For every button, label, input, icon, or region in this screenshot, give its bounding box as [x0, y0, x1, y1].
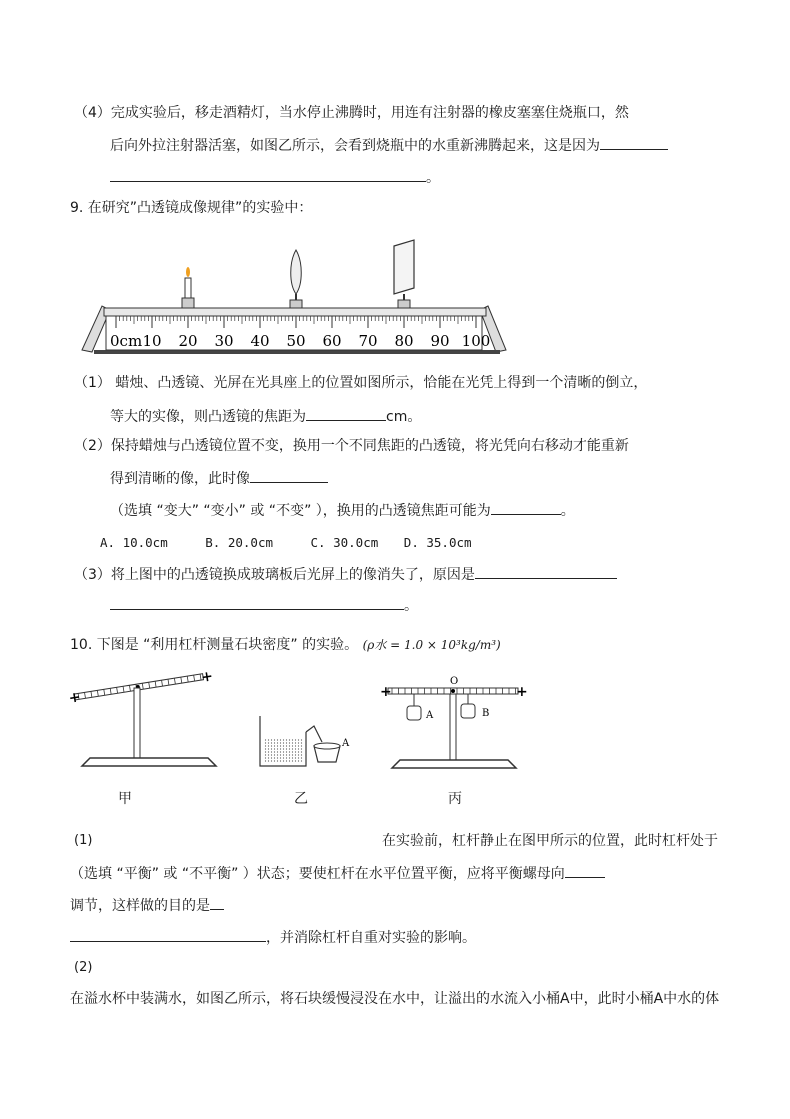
- answer-blank: [70, 927, 266, 942]
- water-dot: [268, 760, 269, 761]
- water-dot: [292, 760, 293, 761]
- water-dot: [286, 742, 287, 743]
- lever-figure-bing: [380, 672, 530, 776]
- q9-title: 9. 在研究”凸透镜成像规律”的实验中：: [70, 200, 313, 216]
- water-dot: [274, 745, 275, 746]
- water-dot: [292, 742, 293, 743]
- water-dot: [271, 760, 272, 761]
- answer-blank: [600, 135, 668, 150]
- water-dot: [295, 745, 296, 746]
- convex-lens: [290, 250, 302, 308]
- optical-bench-figure: [76, 240, 512, 356]
- water-dot: [271, 757, 272, 758]
- water-dot: [265, 757, 266, 758]
- water-dot: [268, 745, 269, 746]
- ruler-label: 0cm: [110, 332, 143, 350]
- answer-blank: [110, 167, 426, 182]
- water-dot: [265, 754, 266, 755]
- answer-blank: [475, 564, 617, 579]
- stand-pole: [450, 694, 456, 760]
- option-a: A. 10.0cm: [100, 535, 168, 550]
- water-dot: [277, 751, 278, 752]
- stand-base: [82, 758, 216, 766]
- water-dot: [298, 760, 299, 761]
- water-dot: [268, 754, 269, 755]
- water-dot: [265, 742, 266, 743]
- water-dot: [283, 742, 284, 743]
- bench-base: [94, 350, 500, 354]
- water-dot: [268, 751, 269, 752]
- q9-part1-line1: （1） 蜡烛、凸透镜、光屏在光具座上的位置如图所示，恰能在光凭上得到一个清晰的倒立，: [74, 375, 648, 391]
- balance-nut-icon: +: [380, 684, 392, 700]
- balance-nut-icon: +: [516, 684, 528, 700]
- q10-title: 10. 下图是 “利用杠杆测量石块密度” 的实验。 (ρ水 = 1.0 × 10³kg/m³): [70, 637, 501, 653]
- bench-rail: [104, 308, 486, 316]
- answer-blank: [110, 595, 404, 610]
- water-dot: [286, 751, 287, 752]
- water-dot: [283, 760, 284, 761]
- ruler-label: 50: [286, 332, 306, 350]
- water-dot: [283, 745, 284, 746]
- water-dot: [280, 748, 281, 749]
- water-dot: [265, 745, 266, 746]
- ruler-label: 60: [322, 332, 342, 350]
- water-dot: [301, 745, 302, 746]
- water-dot: [301, 760, 302, 761]
- q9-part2-line1: （2）保持蜡烛与凸透镜位置不变，换用一个不同焦距的凸透镜，将光凭向右移动才能重新: [74, 438, 629, 454]
- answer-blank: [491, 500, 561, 515]
- water-dot: [295, 751, 296, 752]
- water-dot: [265, 751, 266, 752]
- answer-blank: [210, 895, 224, 910]
- density-note: (ρ水 = 1.0 × 10³kg/m³): [362, 638, 501, 652]
- figure-caption-yi: 乙: [294, 791, 308, 807]
- water-dot: [295, 754, 296, 755]
- water-dot: [283, 739, 284, 740]
- water-dot: [289, 760, 290, 761]
- water-dot: [289, 742, 290, 743]
- water-dot: [277, 739, 278, 740]
- figure-caption-bing: 丙: [448, 791, 462, 807]
- water-dot: [280, 742, 281, 743]
- water-dot: [277, 748, 278, 749]
- q8-part4-line3: 。: [110, 167, 440, 187]
- bucket-b: [461, 704, 475, 718]
- water-dot: [286, 739, 287, 740]
- option-c: C. 30.0cm: [310, 535, 379, 550]
- water-dot: [280, 754, 281, 755]
- water-dot: [280, 760, 281, 761]
- water-dot: [289, 739, 290, 740]
- q9-part3-line1: （3）将上图中的凸透镜换成玻璃板后光屏上的像消失了，原因是: [74, 564, 617, 584]
- candle: [182, 267, 194, 308]
- ruler-label: 20: [178, 332, 198, 350]
- water-dot: [301, 754, 302, 755]
- water-dot: [289, 748, 290, 749]
- water-dot: [286, 745, 287, 746]
- water-dot: [268, 757, 269, 758]
- water-dot: [295, 748, 296, 749]
- water-dot: [280, 757, 281, 758]
- lever-figure-jia: [67, 668, 230, 774]
- water-dot: [301, 742, 302, 743]
- water-dot: [271, 745, 272, 746]
- q10-part1-line3: 调节，这样做的目的是: [70, 895, 224, 915]
- water-dot: [277, 754, 278, 755]
- tilted-lever: [68, 668, 214, 707]
- water-dot: [268, 742, 269, 743]
- q8-part4-line1: （4）完成实验后，移走酒精灯，当水停止沸腾时，用连有注射器的橡皮塞塞住烧瓶口，然: [74, 105, 629, 121]
- ruler-label: 90: [430, 332, 450, 350]
- stand-base: [392, 760, 516, 768]
- label-a: A: [426, 710, 434, 721]
- water-dot: [295, 742, 296, 743]
- spout: [306, 726, 322, 742]
- q10-part1-line4: ，并消除杠杆自重对实验的影响。: [70, 927, 476, 947]
- balance-nut-icon: +: [67, 689, 82, 707]
- water-dot: [268, 748, 269, 749]
- water-dot: [286, 748, 287, 749]
- bucket-label-a: A: [342, 738, 350, 749]
- bucket-a: [407, 706, 421, 720]
- water-dot: [271, 754, 272, 755]
- water-dot: [274, 754, 275, 755]
- q10-part2-line1: 在溢水杯中装满水，如图乙所示，将石块缓慢浸没在水中，让溢出的水流入小桶A中，此时小桶A中水的体: [70, 991, 720, 1007]
- water-dot: [274, 757, 275, 758]
- water-dot: [301, 751, 302, 752]
- balance-nut-icon: +: [199, 668, 215, 686]
- water-dot: [301, 748, 302, 749]
- q9-options: [100, 534, 472, 552]
- q9-part3-line2: 。: [110, 595, 418, 615]
- water-dot: [283, 748, 284, 749]
- answer-blank: [306, 406, 386, 421]
- water-dot: [292, 754, 293, 755]
- water-dot: [280, 739, 281, 740]
- water-dot: [268, 739, 269, 740]
- option-b: B. 20.0cm: [205, 535, 273, 550]
- water-dot: [289, 754, 290, 755]
- water-dot: [271, 742, 272, 743]
- ruler-label: 30: [214, 332, 234, 350]
- water-dot: [301, 757, 302, 758]
- water-dot: [292, 748, 293, 749]
- water-dot: [289, 745, 290, 746]
- q10-part1-line2: （选填 “平衡” 或 “不平衡” ）状态；要使杠杆在水平位置平衡，应将平衡螺母向: [70, 863, 605, 883]
- answer-blank: [565, 863, 605, 878]
- water-dot: [301, 739, 302, 740]
- water-dot: [295, 760, 296, 761]
- q10-part1-number: (1): [74, 833, 93, 848]
- water-dot: [265, 748, 266, 749]
- water-dot: [292, 757, 293, 758]
- figure-caption-jia: 甲: [118, 791, 132, 807]
- water-dot: [289, 757, 290, 758]
- water-dot: [277, 742, 278, 743]
- water-dot: [295, 739, 296, 740]
- water-dot: [265, 739, 266, 740]
- water-dot: [271, 739, 272, 740]
- water-dot: [280, 751, 281, 752]
- q9-part2-line2: 得到清晰的像，此时像: [110, 468, 328, 488]
- water-dot: [292, 739, 293, 740]
- q8-part4-line2: [110, 135, 668, 155]
- water-dot: [286, 760, 287, 761]
- answer-blank: [250, 468, 328, 483]
- water-dot: [280, 745, 281, 746]
- label-b: B: [482, 708, 490, 719]
- q8-part4-text: 后向外拉注射器活塞，如图乙所示，会看到烧瓶中的水重新沸腾起来，这是因为: [110, 138, 600, 154]
- light-screen: [394, 240, 414, 308]
- water-dot: [265, 760, 266, 761]
- water-dot: [298, 742, 299, 743]
- water-dot: [298, 754, 299, 755]
- q10-part2-number: (2): [74, 960, 93, 975]
- q10-part1-line1: 在实验前，杠杆静止在图甲所示的位置，此时杠杆处于: [382, 833, 718, 849]
- water-dot: [298, 748, 299, 749]
- overflow-cup-figure-yi: [256, 712, 356, 772]
- water-dot: [274, 742, 275, 743]
- pivot-label-o: O: [450, 676, 459, 687]
- water-dot: [286, 754, 287, 755]
- water-dot: [274, 760, 275, 761]
- water-dot: [292, 751, 293, 752]
- water-dot: [292, 745, 293, 746]
- water-dot: [277, 757, 278, 758]
- stand-pole: [134, 688, 140, 760]
- ruler-label: 100: [461, 332, 491, 350]
- water-dot: [283, 757, 284, 758]
- water-dot: [274, 748, 275, 749]
- candle-flame-icon: [186, 267, 190, 277]
- water-dot: [298, 751, 299, 752]
- q9-part2-line3: （选填 “变大” “变小” 或 “不变” ），换用的凸透镜焦距可能为 。: [110, 500, 575, 520]
- water-dot: [286, 757, 287, 758]
- ruler-label: 10: [142, 332, 162, 350]
- water-dot: [277, 760, 278, 761]
- water-dot: [283, 754, 284, 755]
- water-dot: [271, 748, 272, 749]
- q9-part1-line2: 等大的实像，则凸透镜的焦距为 cm。: [110, 406, 421, 426]
- water-dot: [277, 745, 278, 746]
- water-dot: [283, 751, 284, 752]
- water-dot: [298, 745, 299, 746]
- water-dot: [289, 751, 290, 752]
- water-dot: [274, 751, 275, 752]
- ruler-label: 80: [394, 332, 414, 350]
- water-dot: [274, 739, 275, 740]
- water-dot: [271, 751, 272, 752]
- option-d: D. 35.0cm: [403, 535, 472, 550]
- ruler-label: 70: [358, 332, 378, 350]
- water-dot: [298, 757, 299, 758]
- water-dot: [295, 757, 296, 758]
- ruler-label: 40: [250, 332, 270, 350]
- water-dot: [298, 739, 299, 740]
